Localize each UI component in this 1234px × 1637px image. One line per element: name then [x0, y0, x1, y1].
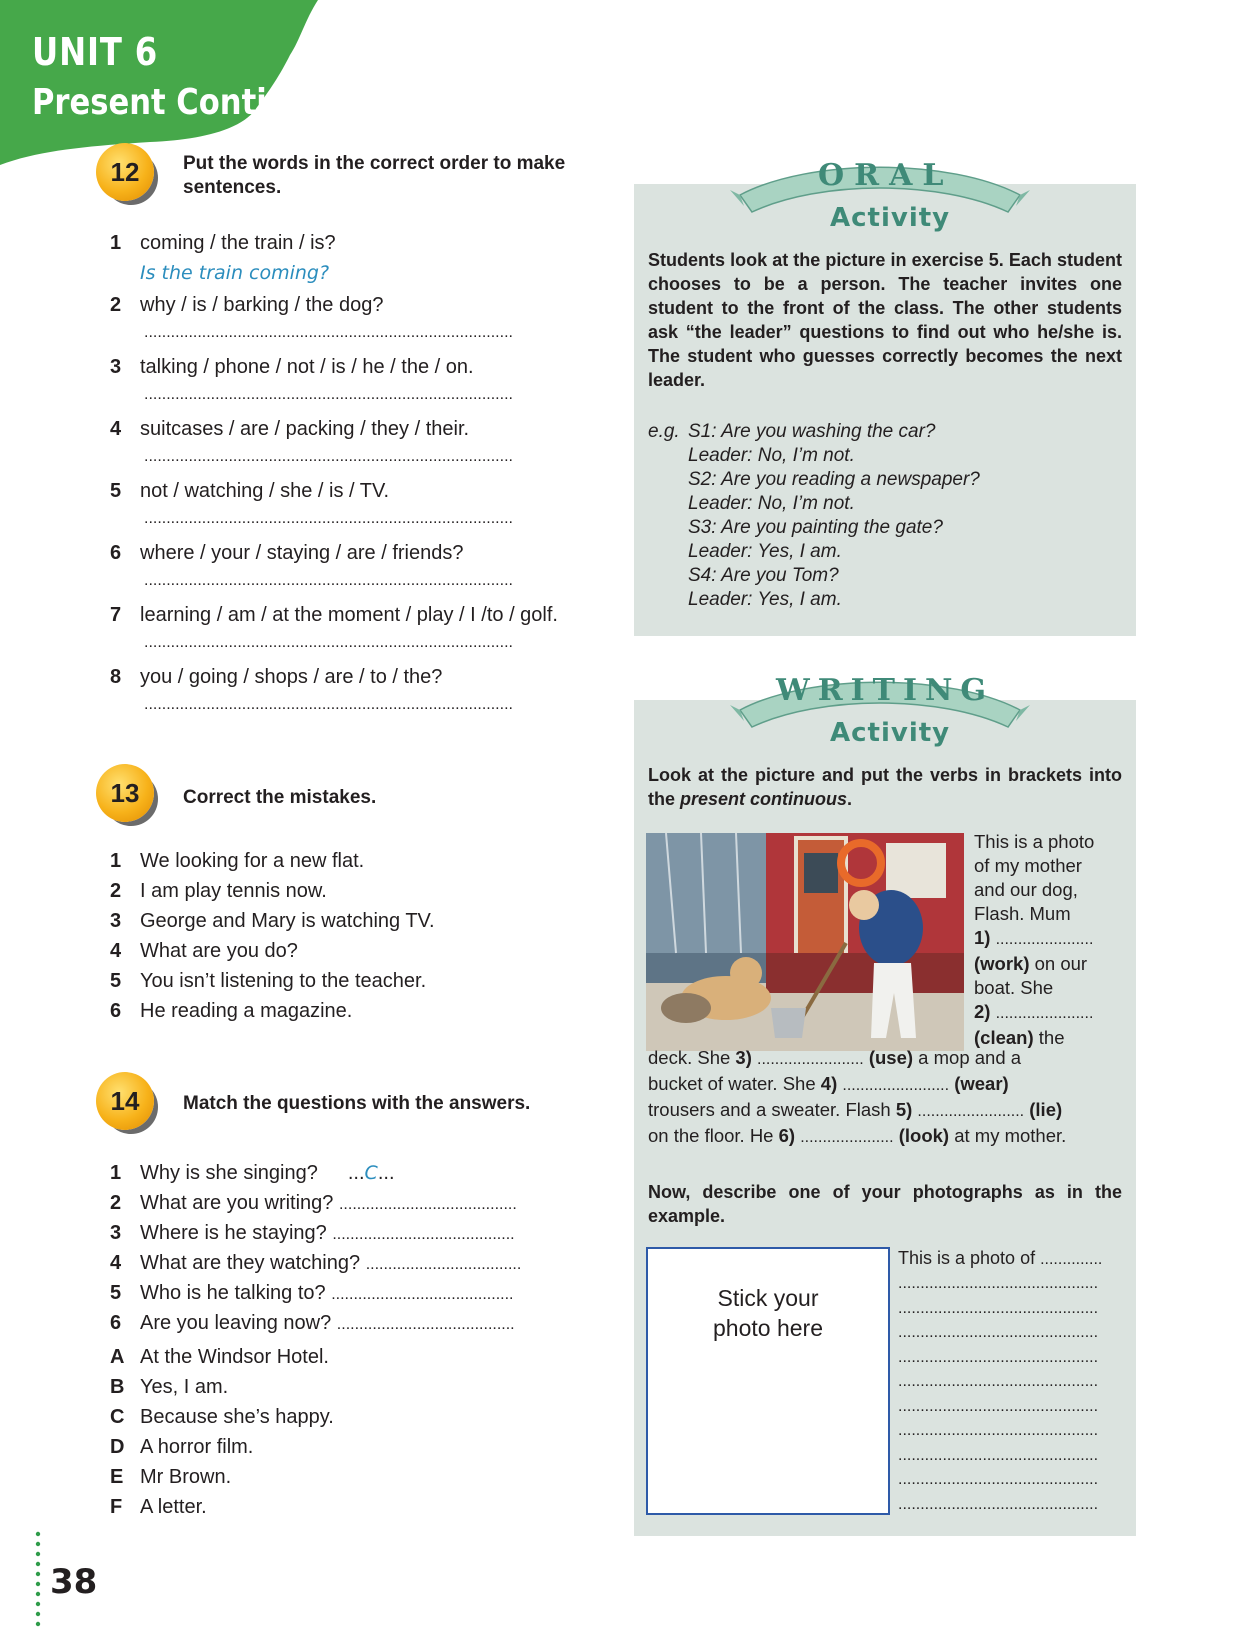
answer-line[interactable]: ......................................... — [332, 1226, 515, 1243]
writing-instructions: Look at the picture and put the verbs in brackets into the present continuous. — [648, 765, 1122, 809]
unit-number: UNIT 6 — [32, 30, 159, 74]
question-item: 1 Why is she singing? ...C... — [110, 1162, 395, 1184]
photo-description-area: This is a photo of .............. ............................................. ............................................. ............................................. ............................................. ............................................. ............................................. ............................................. ............................................. ............................................. ............................................. — [898, 1246, 1128, 1517]
answer-line[interactable]: ........................................ — [338, 1196, 517, 1213]
writing-line[interactable]: ............................................. — [898, 1397, 1099, 1415]
page-number: 38 — [50, 1562, 98, 1602]
list-item: 2 I am play tennis now. — [110, 880, 327, 902]
mother-and-dog-photo — [646, 833, 964, 1051]
writing-line[interactable]: ............................................. — [898, 1324, 1099, 1341]
writing-paragraph: deck. She 3) ........................ (use) a mop and a bucket of water. She 4) ........................ (wear) trousers and a sweater. Flash 5) ........................ (lie) on the floor. He 6) ..................... (look) at my mother. — [648, 1047, 1067, 1146]
writing-activity-label: Activity — [830, 718, 951, 748]
oral-dialog — [688, 420, 1128, 612]
gap-6[interactable]: ..................... — [800, 1129, 894, 1146]
answer-line[interactable]: ...C... — [347, 1162, 395, 1184]
list-item: 3 talking / phone / not / is / he / the / on. — [110, 356, 474, 378]
exercise-14-questions — [110, 1161, 600, 1341]
answer-item: D A horror film. — [110, 1436, 254, 1458]
unit-title: Present Continuous — [32, 82, 372, 123]
list-item: 4 What are you do? — [110, 940, 298, 962]
answer-item: B Yes, I am. — [110, 1376, 229, 1398]
list-item: 1 We looking for a new flat. — [110, 850, 365, 872]
writing-line[interactable]: ............................................. — [898, 1422, 1099, 1439]
answer-line[interactable]: ................................................................................... — [144, 572, 513, 589]
question-item: 5 Who is he talking to? ......................................... — [110, 1282, 514, 1304]
gap-4[interactable]: ........................ — [842, 1077, 950, 1094]
answer-line[interactable]: ................................................................................... — [144, 324, 513, 341]
question-item: 4 What are they watching? ................................... — [110, 1252, 522, 1274]
list-item: 3 George and Mary is watching TV. — [110, 910, 435, 932]
oral-title: ORAL — [818, 158, 954, 193]
list-item: 5 not / watching / she / is / TV. — [110, 480, 390, 502]
exercise-12-instruction: Put the words in the correct order to make sentences. — [183, 153, 566, 198]
dialog-line: Leader: Yes, I am. — [688, 541, 842, 562]
list-item: 2 why / is / barking / the dog? — [110, 294, 384, 316]
answer-line[interactable]: ................................................................................... — [144, 634, 513, 651]
exercise-13-list — [110, 849, 590, 1029]
answer-line[interactable]: ................................... — [365, 1256, 522, 1273]
list-item: 6 where / your / staying / are / friends? — [110, 542, 464, 564]
question-item: 2 What are you writing? ........................................ — [110, 1192, 517, 1214]
dialog-line: S3: Are you painting the gate? — [688, 517, 943, 538]
dialog-line: Leader: Yes, I am. — [688, 589, 842, 610]
writing-line[interactable]: ............................................. — [898, 1275, 1099, 1292]
photo-placeholder-box[interactable] — [646, 1247, 890, 1515]
dialog-line: Leader: No, I’m not. — [688, 493, 855, 514]
writing-side-text: This is a photo of my mother and our dog, Flash. Mum 1) ...................... (work) on our boat. She 2) ...................... (clean) the — [974, 831, 1095, 1048]
writing-title: WRITING — [776, 673, 995, 708]
exercise-14-instruction: Match the questions with the answers. — [183, 1093, 531, 1114]
exercise-13-badge: 13 — [96, 764, 154, 822]
dialog-line: S1: Are you washing the car? — [688, 421, 936, 442]
list-item: 5 You isn’t listening to the teacher. — [110, 970, 427, 992]
photo-placeholder-label: Stick your photo here — [713, 1285, 823, 1341]
exercise-12-badge: 12 — [96, 143, 154, 201]
list-item: 4 suitcases / are / packing / they / their. — [110, 418, 470, 440]
answer-line[interactable]: ................................................................................... — [144, 696, 513, 713]
answer-line[interactable]: ................................................................................... — [144, 510, 513, 527]
list-item: 1 coming / the train / is? — [110, 232, 336, 254]
exercise-12-list — [110, 231, 590, 727]
answer-line[interactable]: ........................................ — [336, 1316, 515, 1333]
list-item: 7 learning / am / at the moment / play / I /to / golf. — [110, 604, 558, 626]
oral-instructions: Students look at the picture in exercise 5. Each student chooses to be a person. The teacher invites one student to the front of the class. The other students ask “the leader” questions to find out who he/she is. The student who guesses correctly becomes the next leader. — [648, 250, 1122, 390]
answer-line[interactable]: ................................................................................... — [144, 448, 513, 465]
dialog-line: S4: Are you Tom? — [688, 565, 839, 586]
writing-line[interactable]: ............................................. — [898, 1495, 1099, 1513]
describe-instruction: Now, describe one of your photographs as in the example. — [648, 1182, 1122, 1226]
list-item: 6 He reading a magazine. — [110, 1000, 353, 1022]
gap-1[interactable]: ...................... — [995, 931, 1094, 948]
exercise-14-answers — [110, 1345, 590, 1525]
gap-2[interactable]: ...................... — [995, 1005, 1094, 1022]
list-item: 8 you / going / shops / are / to / the? — [110, 666, 443, 688]
answer-line[interactable]: ................................................................................... — [144, 386, 513, 403]
exercise-13-instruction: Correct the mistakes. — [183, 787, 377, 808]
oral-activity-label: Activity — [830, 203, 951, 233]
dialog-line: Leader: No, I’m not. — [688, 445, 855, 466]
dialog-line: S2: Are you reading a newspaper? — [688, 469, 980, 490]
writing-line[interactable]: ............................................. — [898, 1471, 1099, 1488]
gap-3[interactable]: ........................ — [757, 1051, 864, 1068]
answer-line[interactable]: ......................................... — [331, 1286, 514, 1303]
question-item: 6 Are you leaving now? ........................................ — [110, 1312, 515, 1334]
writing-line[interactable]: ............................................. — [898, 1373, 1099, 1390]
example-answer: Is the train coming? — [140, 262, 330, 284]
page-margin-dots — [34, 1530, 42, 1630]
answer-item: E Mr Brown. — [110, 1466, 232, 1488]
gap-5[interactable]: ........................ — [917, 1103, 1025, 1120]
question-item: 3 Where is he staying? ......................................... — [110, 1222, 515, 1244]
eg-label: e.g. — [648, 421, 680, 442]
writing-line[interactable]: ............................................. — [898, 1299, 1099, 1317]
answer-item: C Because she’s happy. — [110, 1406, 334, 1428]
exercise-14-badge: 14 — [96, 1072, 154, 1130]
writing-line[interactable]: ............................................. — [898, 1348, 1099, 1366]
answer-item: A At the Windsor Hotel. — [110, 1346, 329, 1368]
writing-line[interactable]: .............. — [1040, 1251, 1103, 1268]
writing-line[interactable]: ............................................. — [898, 1446, 1099, 1464]
answer-item: F A letter. — [110, 1496, 207, 1518]
